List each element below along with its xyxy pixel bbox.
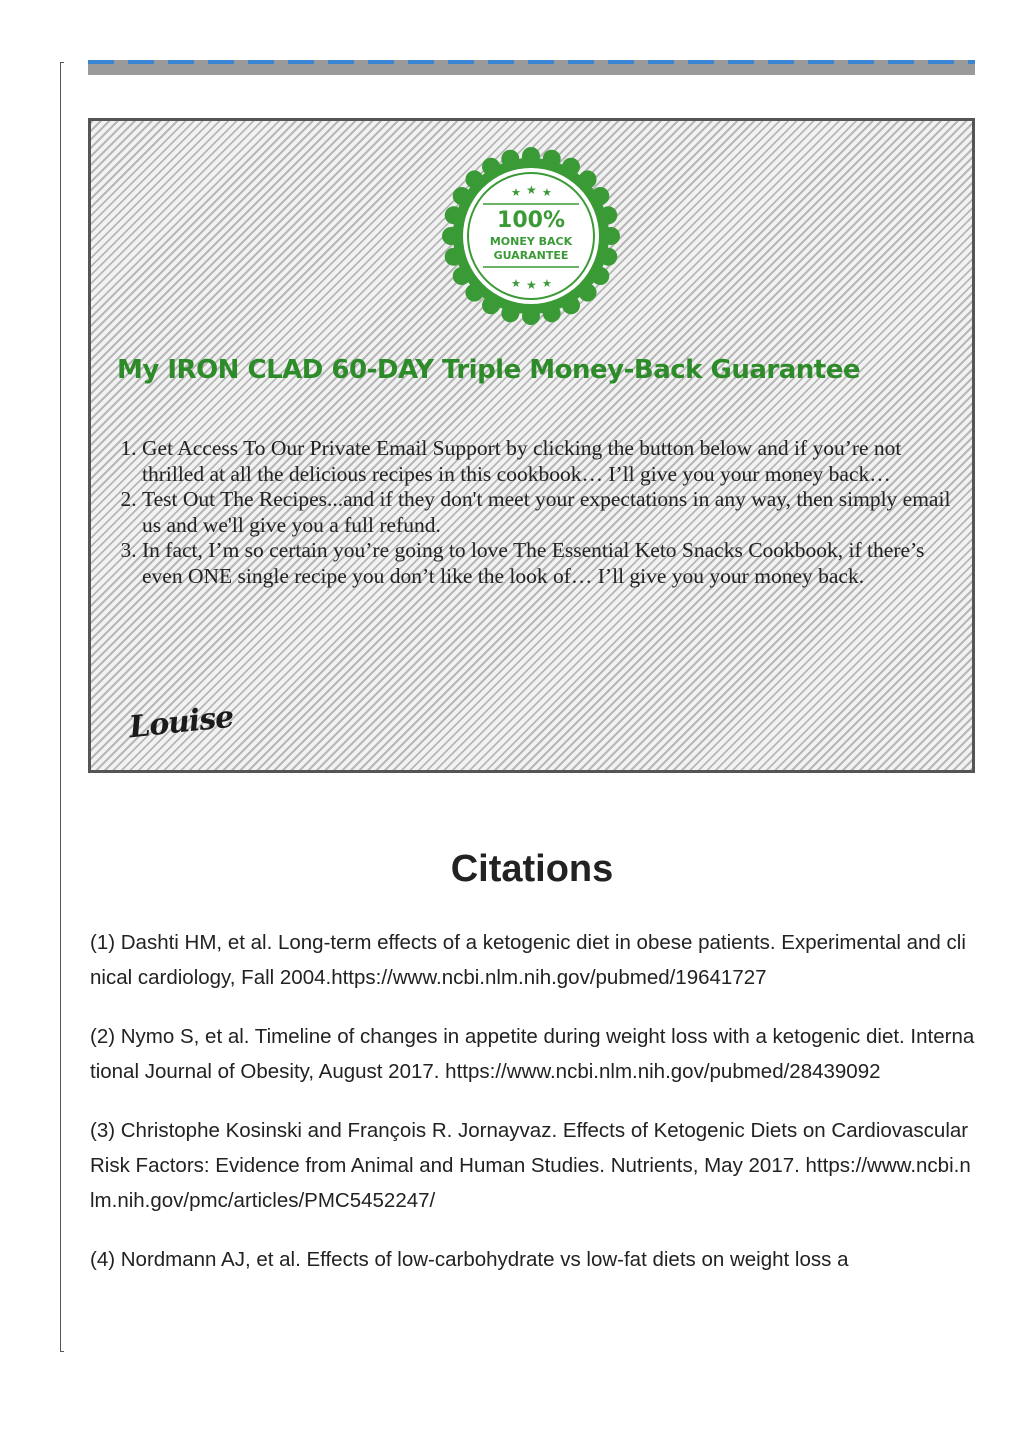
seal-percent: 100% xyxy=(497,208,565,233)
guarantee-list xyxy=(117,436,962,589)
svg-text:★: ★ xyxy=(511,277,521,290)
citation-item: (4) Nordmann AJ, et al. Effects of low-carbohydrate vs low-fat diets on weight loss a xyxy=(90,1248,849,1271)
svg-text:★: ★ xyxy=(511,186,521,199)
top-divider-bar xyxy=(88,60,975,75)
seal-line-2: GUARANTEE xyxy=(493,249,569,262)
guarantee-item: 3. In fact, I’m so certain you’re going to love The Essential Keto Snacks Cookbook, if there’s even ONE single recipe you don’t like the look of… I’ll give you your money back. xyxy=(142,538,962,589)
svg-text:★: ★ xyxy=(542,186,552,199)
dashed-accent-line xyxy=(88,60,975,64)
guarantee-box xyxy=(88,118,975,773)
guarantee-item: 2. Test Out The Recipes...and if they don't meet your expectations in any way, then simply email us and we'll give you a full refund. xyxy=(142,487,962,538)
seal-line-1: MONEY BACK xyxy=(489,235,573,248)
money-back-seal-icon xyxy=(441,146,621,326)
citation-item: (3) Christophe Kosinski and François R. Jornayvaz. Effects of Ketogenic Diets on Cardiovascular Risk Factors: Evidence from Animal and Human Studies. Nutrients, May 2017. https://www.ncbi.nlm.nih.gov/pmc/articles/PMC5452247/ xyxy=(90,1119,971,1212)
citations-list xyxy=(90,925,975,1301)
citations-heading: Citations xyxy=(450,848,614,890)
guarantee-item: 1. Get Access To Our Private Email Support by clicking the button below and if you’re not thrilled at all the delicious recipes in this cookbook… I’ll give you your money back… xyxy=(142,436,962,487)
svg-text:★: ★ xyxy=(526,278,537,292)
svg-text:★: ★ xyxy=(542,277,552,290)
signature: Louise xyxy=(127,699,235,746)
guarantee-title: My IRON CLAD 60-DAY Triple Money-Back Guarantee xyxy=(117,355,860,385)
citation-item: (2) Nymo S, et al. Timeline of changes in appetite during weight loss with a ketogenic diet. International Journal of Obesity, August 2017. https://www.ncbi.nlm.nih.gov/pubmed/28439092 xyxy=(90,1025,975,1083)
svg-text:★: ★ xyxy=(526,183,537,197)
left-margin-rule xyxy=(60,62,61,1352)
citation-item: (1) Dashti HM, et al. Long-term effects of a ketogenic diet in obese patients. Experimental and clinical cardiology, Fall 2004.https://www.ncbi.nlm.nih.gov/pubmed/19641727 xyxy=(90,931,966,989)
